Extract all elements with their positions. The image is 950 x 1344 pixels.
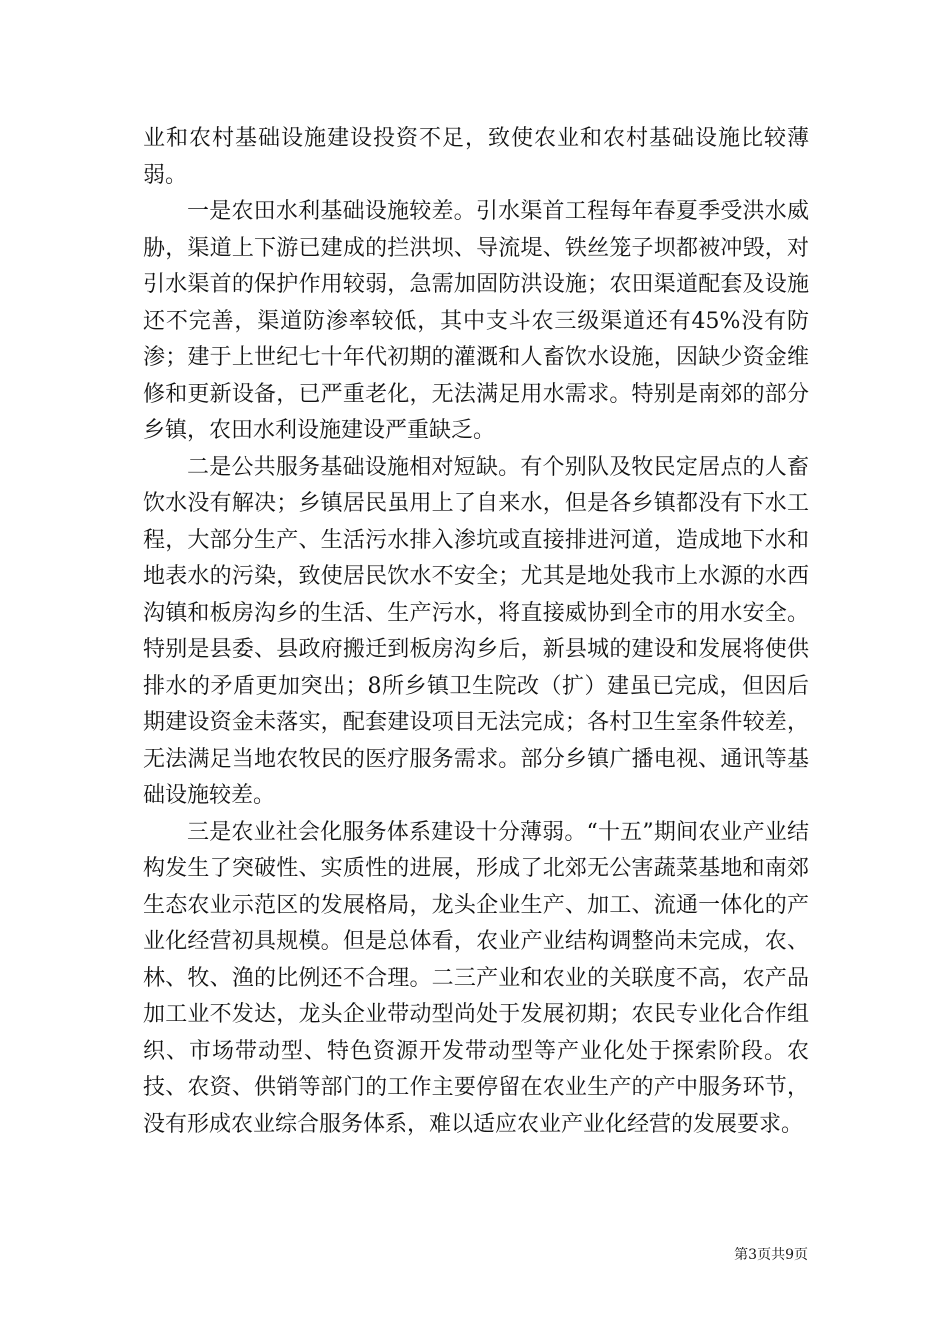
document-body: [143, 121, 809, 1143]
page-number-footer: 第3页共9页: [734, 1247, 808, 1263]
paragraph-agricultural-services: 三是农业社会化服务体系建设十分薄弱。“十五”期间农业产业结构发生了突破性、实质性的进展，形成了北郊无公害蔬菜基地和南郊生态农业示范区的发展格局，龙头企业生产、加工、流通一体化的产业化经营初具规模。但是总体看，农业产业结构调整尚未完成，农、林、牧、渔的比例还不合理。二三产业和农业的关联度不高，农产品加工业不发达，龙头企业带动型尚处于发展初期；农民专业化合作组织、市场带动型、特色资源开发带动型等产业化处于探索阶段。农技、农资、供销等部门的工作主要停留在农业生产的产中服务环节，没有形成农业综合服务体系，难以适应农业产业化经营的发展要求。: [143, 819, 809, 1137]
paragraph-continuation: 业和农村基础设施建设投资不足，致使农业和农村基础设施比较薄弱。: [143, 126, 809, 188]
paragraph-public-services: 二是公共服务基础设施相对短缺。有个别队及牧民定居点的人畜饮水没有解决；乡镇居民虽用上了自来水，但是各乡镇都没有下水工程，大部分生产、生活污水排入渗坑或直接排进河道，造成地下水和地表水的污染，致使居民饮水不安全；尤其是地处我市上水源的水西沟镇和板房沟乡的生活、生产污水，将直接威协到全市的用水安全。特别是县委、县政府搬迁到板房沟乡后，新县城的建设和发展将使供排水的矛盾更加突出；8所乡镇卫生院改（扩）建虽已完成，但因后期建设资金未落实，配套建设项目无法完成；各村卫生室条件较差，无法满足当地农牧民的医疗服务需求。部分乡镇广播电视、通讯等基础设施较差。: [143, 454, 809, 808]
paragraph-farmland-irrigation: 一是农田水利基础设施较差。引水渠首工程每年春夏季受洪水威胁，渠道上下游已建成的拦洪坝、导流堤、铁丝笼子坝都被冲毁，对引水渠首的保护作用较弱，急需加固防洪设施；农田渠道配套及设施还不完善，渠道防渗率较低，其中支斗农三级渠道还有45%没有防渗；建于上世纪七十年代初期的灌溉和人畜饮水设施，因缺少资金维修和更新设备，已严重老化，无法满足用水需求。特别是南郊的部分乡镇，农田水利设施建设严重缺乏。: [143, 199, 809, 443]
